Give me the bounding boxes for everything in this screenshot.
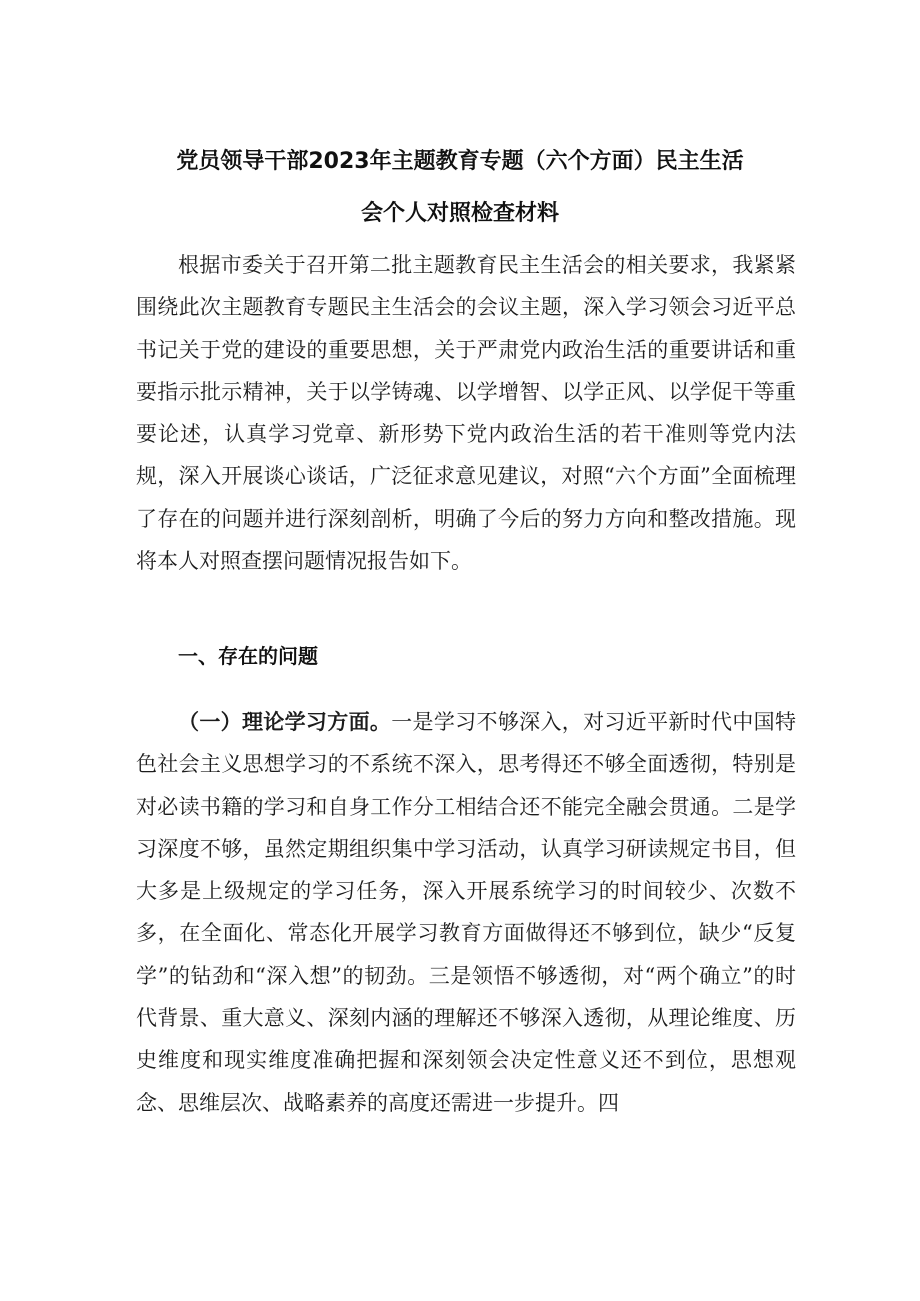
subsection-theory-study-text: 一是学习不够深入，对习近平新时代中国特色社会主义思想学习的不系统不深入，思考得还不够全面透彻，特别是对必读书籍的学习和自身工作分工相结合还不能完全融会贯通。二是学习深度不够，虽然定期组织集中学习活动，认真学习研读规定书目，但大多是上级规定的学习任务，深入开展系统学习的时间较少、次数不多，在全面化、常态化开展学习教育方面做得还不够到位，缺少“反复学”的钻劲和“深入想”的韧劲。三是领悟不够透彻，对“两个确立”的时代背景、重大意义、深刻内涵的理解还不够深入透彻，从理论维度、历史维度和现实维度准确把握和深刻领会决定性意义还不到位，思想观念、思维层次、战略素养的高度还需进一步提升。四 [136,710,797,1115]
section-heading-problems: 一、存在的问题 [178,644,318,668]
intro-paragraph: 根据市委关于召开第二批主题教育民主生活会的相关要求，我紧紧围绕此次主题教育专题民主生活会的会议主题，深入学习领会习近平总书记关于党的建设的重要思想，关于严肃党内政治生活的重要讲话和重要指示批示精神，关于以学铸魂、以学增智、以学正风、以学促干等重要论述，认真学习党章、新形势下党内政治生活的若干准则等党内法规，深入开展谈心谈话，广泛征求意见建议，对照“六个方面”全面梳理了存在的问题并进行深刻剖析，明确了今后的努力方向和整改措施。现将本人对照查摆问题情况报告如下。 [136,253,796,574]
subsection-theory-study-paragraph [136,701,796,1124]
document-title-line-2: 会个人对照检查材料 [360,201,559,226]
intro-paragraph-block [136,244,796,582]
subsection-heading-theory-study: （一）理论学习方面。 [178,710,392,734]
document-title-line-1: 党员领导干部2023年主题教育专题（六个方面）民主生活 [176,149,744,174]
subsection-theory-study-block [136,701,796,1124]
